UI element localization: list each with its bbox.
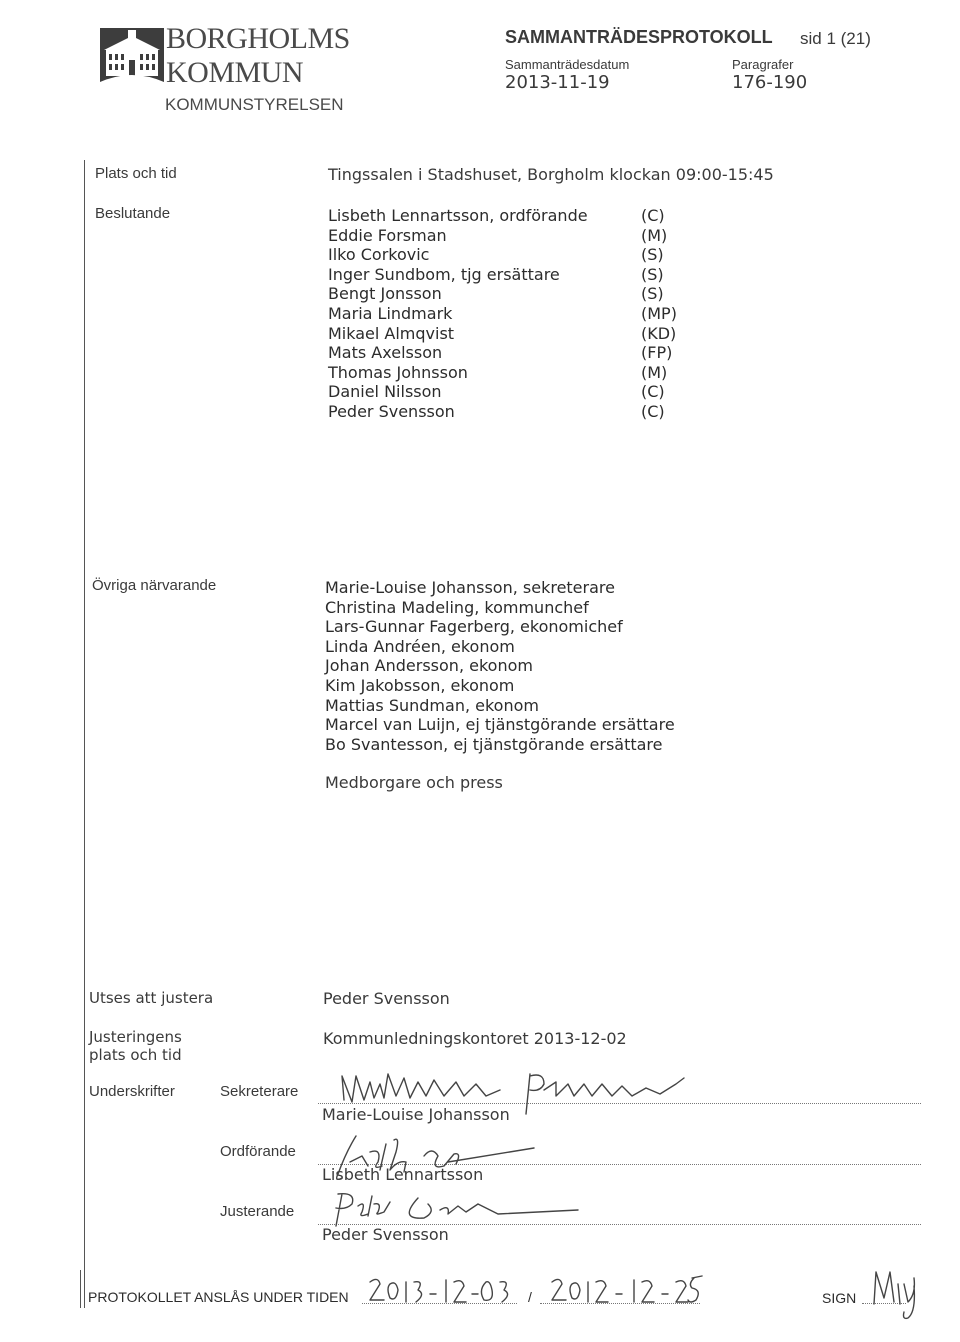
- signature-role: Justerande: [220, 1203, 295, 1220]
- list-item: [328, 363, 677, 383]
- list-item: Lars-Gunnar Fagerberg, ekonomichef: [325, 617, 623, 637]
- handwritten-date-to-icon: [548, 1270, 706, 1310]
- list-item: Kim Jakobsson, ekonom: [325, 675, 515, 695]
- member-party: (S): [641, 245, 664, 265]
- member-name: Peder Svensson: [328, 401, 455, 421]
- member-party: (S): [641, 284, 664, 304]
- list-item: Johan Andersson, ekonom: [325, 656, 533, 676]
- left-divider: [84, 160, 85, 1308]
- member-name: Maria Lindmark: [328, 303, 453, 323]
- list-item: Linda Andréen, ekonom: [325, 636, 515, 656]
- member-party: (C): [641, 206, 665, 225]
- others-list: [325, 578, 675, 754]
- list-item: Christina Madeling, kommunchef: [325, 597, 589, 617]
- list-item: [328, 343, 677, 363]
- list-item: Marie-Louise Johansson, sekreterare: [325, 578, 615, 597]
- others-extra: Medborgare och press: [325, 773, 503, 792]
- list-item: [328, 206, 677, 226]
- member-party: (FP): [641, 343, 673, 363]
- meeting-date-value: 2013-11-19: [505, 72, 610, 93]
- list-item: [328, 402, 677, 422]
- member-name: Inger Sundbom, tjg ersättare: [328, 264, 560, 284]
- adjust-label: Utses att justera: [89, 989, 214, 1007]
- list-item: [328, 245, 677, 265]
- signature-role: Ordförande: [220, 1143, 296, 1160]
- list-item: [328, 304, 677, 324]
- adjust-place-label-1: Justeringens: [89, 1028, 182, 1046]
- member-name: Eddie Forsman: [328, 225, 447, 245]
- signature-name: Marie-Louise Johansson: [322, 1105, 510, 1124]
- footer-divider: [80, 1270, 81, 1308]
- member-name: Thomas Johnsson: [328, 362, 468, 382]
- list-item: [328, 265, 677, 285]
- date-separator: /: [528, 1289, 532, 1305]
- member-party: (S): [641, 264, 664, 284]
- signatures-label: Underskrifter: [89, 1083, 175, 1100]
- member-party: (C): [641, 401, 665, 421]
- others-label: Övriga närvarande: [92, 577, 217, 594]
- list-item: [328, 284, 677, 304]
- org-name-line1: BORGHOLMS: [166, 22, 350, 55]
- place-label: Plats och tid: [95, 165, 177, 182]
- member-party: (MP): [641, 303, 677, 323]
- paragraphs-label: Paragrafer: [732, 57, 794, 72]
- member-party: (M): [641, 362, 668, 382]
- adjuster-signature-icon: [328, 1180, 588, 1240]
- member-name: Mikael Almqvist: [328, 323, 455, 343]
- page-number: sid 1 (21): [800, 29, 871, 48]
- place-value: Tingssalen i Stadshuset, Borgholm klockan 09:00-15:45: [328, 165, 774, 184]
- signature-name: Peder Svensson: [322, 1225, 449, 1244]
- list-item: Bo Svantesson, ej tjänstgörande ersättare: [325, 734, 663, 754]
- member-party: (C): [641, 382, 665, 402]
- signature-role: Sekreterare: [220, 1083, 299, 1100]
- adjust-value: Peder Svensson: [323, 989, 450, 1008]
- member-name: Ilko Corkovic: [328, 245, 430, 265]
- handwritten-date-from-icon: [366, 1272, 516, 1308]
- list-item: [328, 226, 677, 246]
- adjust-place-value: Kommunledningskontoret 2013-12-02: [323, 1029, 627, 1048]
- municipality-logo-icon: [100, 28, 164, 82]
- meeting-date-label: Sammanträdesdatum: [505, 57, 630, 72]
- members-list: [328, 206, 677, 422]
- document-title: SAMMANTRÄDESPROTOKOLL: [505, 27, 773, 47]
- adjust-place-label-2: plats och tid: [89, 1046, 182, 1064]
- list-item: [328, 382, 677, 402]
- sign-label: SIGN: [822, 1290, 857, 1306]
- org-name-line2: KOMMUN: [166, 56, 304, 89]
- member-party: (M): [641, 225, 668, 245]
- paragraphs-value: 176-190: [732, 72, 808, 93]
- list-item: Mattias Sundman, ekonom: [325, 695, 539, 715]
- posted-label: PROTOKOLLET ANSLÅS UNDER TIDEN: [88, 1289, 349, 1305]
- decision-makers-label: Beslutande: [95, 205, 171, 222]
- list-item: [328, 324, 677, 344]
- signature-name: Lisbeth Lennartsson: [322, 1165, 484, 1184]
- handwritten-initials-icon: [864, 1264, 924, 1322]
- member-party: (KD): [641, 323, 677, 343]
- list-item: Marcel van Luijn, ej tjänstgörande ersättare: [325, 715, 675, 735]
- member-name: Mats Axelsson: [328, 343, 443, 363]
- member-name: Daniel Nilsson: [328, 382, 442, 402]
- org-department: KOMMUNSTYRELSEN: [165, 95, 344, 114]
- member-name: Lisbeth Lennartsson, ordförande: [328, 206, 588, 225]
- member-name: Bengt Jonsson: [328, 284, 442, 304]
